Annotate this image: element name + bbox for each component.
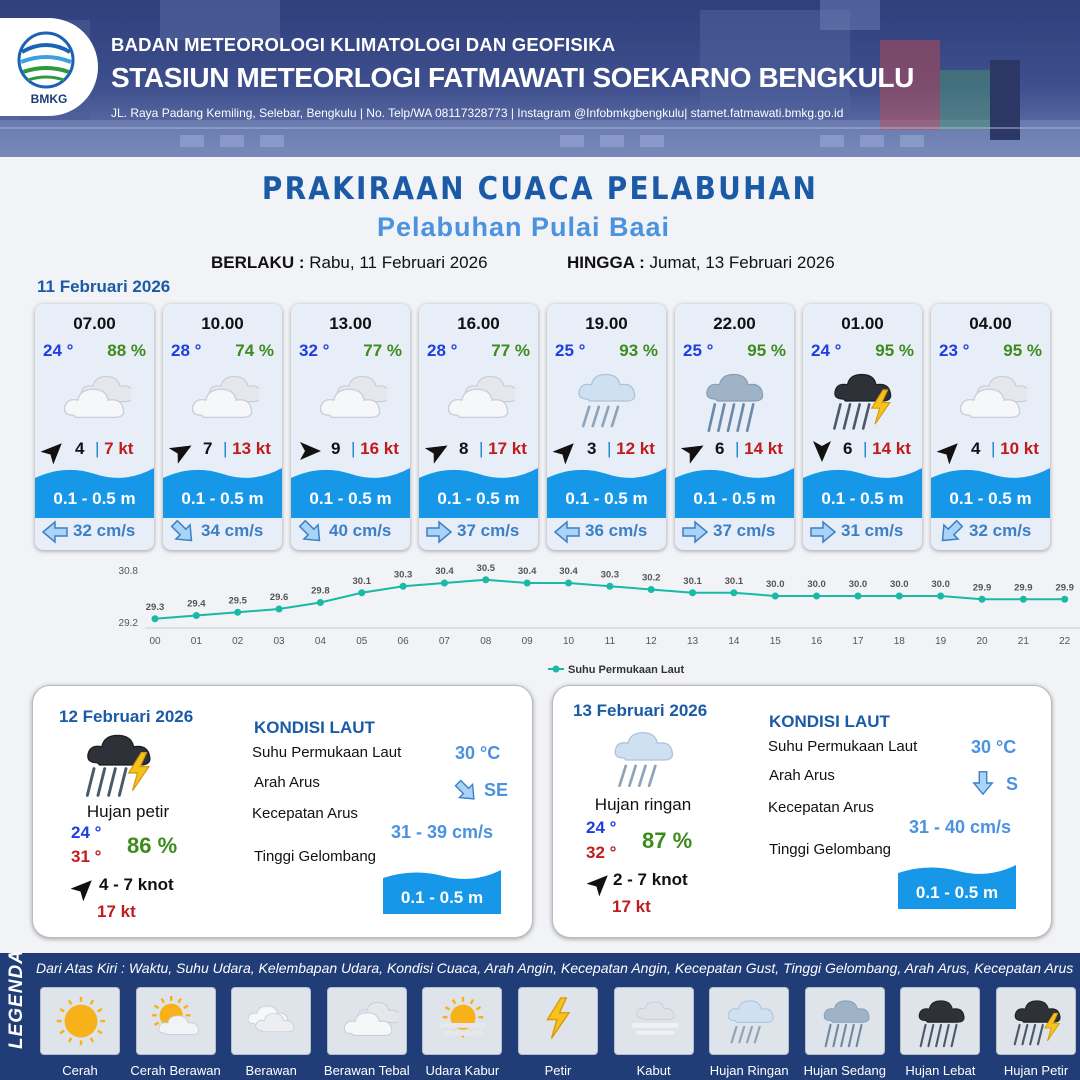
data-label: 30.1 <box>724 575 744 587</box>
legend <box>0 949 1080 1080</box>
card-gust: | 10 kt <box>991 439 1039 458</box>
valid-from <box>211 253 488 273</box>
hujan-petir-icon <box>1007 994 1067 1052</box>
data-label: 29.3 <box>145 601 165 613</box>
berawan-tebal-icon <box>953 366 1027 438</box>
data-label: 29.9 <box>1055 582 1074 594</box>
data-point <box>1020 596 1027 603</box>
y-tick-label: 30.8 <box>118 566 138 577</box>
day2-wave-label: Tinggi Gelombang <box>254 848 377 865</box>
day2-temp-max: 31 ° <box>71 847 102 866</box>
card-weather <box>57 366 131 443</box>
card-time: 04.00 <box>969 314 1012 333</box>
data-point <box>854 593 861 600</box>
day3-current-speed: 31 - 40 cm/s <box>909 817 1012 837</box>
data-point <box>400 583 407 590</box>
legend-item-label: Petir <box>544 1063 572 1078</box>
legend-item-label: Hujan Ringan <box>709 1063 789 1078</box>
card-current-speed: 37 cm/s <box>457 521 520 540</box>
forecast-card <box>35 304 154 550</box>
card-wind-speed: 8 <box>459 439 469 458</box>
forecast-card <box>931 304 1050 550</box>
card-wind-speed: 9 <box>331 439 341 458</box>
day3-wave-box <box>898 861 1016 909</box>
card-wind-speed: 4 <box>75 439 85 458</box>
day2-sea-title: KONDISI LAUT <box>254 718 375 737</box>
card-current-direction <box>297 518 325 550</box>
day3-current-speed-label: Kecepatan Arus <box>768 799 874 816</box>
card-gust-value: 16 kt <box>360 439 399 458</box>
day2-gust: 17 kt <box>97 902 136 921</box>
data-label: 30.0 <box>807 579 826 590</box>
day3-sst: 30 °C <box>971 737 1017 757</box>
legend-item-hujan-petir <box>996 987 1076 1055</box>
current-arrow-icon <box>41 518 69 546</box>
day2-current-dir: SE <box>484 780 509 800</box>
card-current-speed: 31 cm/s <box>841 521 904 540</box>
card-wind-speed: 7 <box>203 439 213 458</box>
data-label: 30.1 <box>352 575 371 587</box>
card-humidity: 77 % <box>491 341 530 360</box>
data-point <box>358 589 365 596</box>
data-label: 30.1 <box>683 575 702 587</box>
bmkg-logo <box>0 18 98 116</box>
data-label: 30.2 <box>641 572 661 584</box>
card-gust-value: 14 kt <box>744 439 783 458</box>
card-temperature: 28 ° <box>171 341 202 360</box>
card-time: 13.00 <box>329 314 372 333</box>
hujan-ringan-icon <box>569 366 643 438</box>
valid-from-value: Rabu, 11 Februari 2026 <box>309 253 488 272</box>
card-weather <box>697 366 771 443</box>
day2-current-speed-label: Kecepatan Arus <box>252 805 358 822</box>
card-current-speed: 37 cm/s <box>713 521 776 540</box>
agency-name: BADAN METEOROLOGI KLIMATOLOGI DAN GEOFISIKA <box>111 34 616 55</box>
data-point <box>482 576 489 583</box>
valid-to <box>567 253 835 273</box>
day2-date: 12 Februari 2026 <box>59 707 194 726</box>
data-point <box>689 589 696 596</box>
card-wave-height: 0.1 - 0.5 m <box>565 489 648 508</box>
day3-weather-icon <box>605 724 681 803</box>
x-tick-label: 12 <box>645 636 657 647</box>
current-arrow-icon <box>297 518 325 546</box>
x-tick-label: 14 <box>728 636 740 647</box>
data-point <box>1061 596 1068 603</box>
data-label: 30.0 <box>931 579 950 590</box>
card-weather <box>185 366 259 443</box>
card-wave-height: 0.1 - 0.5 m <box>949 489 1032 508</box>
card-gust: | 16 kt <box>351 439 399 458</box>
day3-current-dir: S <box>1006 774 1019 794</box>
data-label: 30.0 <box>766 579 785 590</box>
card-current-direction <box>169 518 197 550</box>
day2-temp-min: 24 ° <box>71 823 102 842</box>
card-gust: | 7 kt <box>95 439 134 458</box>
card-wave-height: 0.1 - 0.5 m <box>821 489 904 508</box>
day2-weather-icon <box>77 726 159 811</box>
card-gust-value: 13 kt <box>232 439 271 458</box>
card-current-speed: 40 cm/s <box>329 521 392 540</box>
card-wave-height: 0.1 - 0.5 m <box>181 489 264 508</box>
forecast-card <box>803 304 922 550</box>
legend-marker <box>553 666 560 673</box>
card-time: 07.00 <box>73 314 116 333</box>
day2-wind-direction-icon <box>71 875 97 906</box>
hujan-petir-icon <box>77 726 159 806</box>
data-label: 30.3 <box>393 569 413 581</box>
day2-sst-label: Suhu Permukaan Laut <box>252 744 402 761</box>
day3-wind-direction-icon <box>587 870 613 901</box>
current-arrow-icon <box>970 770 996 796</box>
forecast-card <box>291 304 410 550</box>
legend-item-label: Cerah <box>62 1063 98 1078</box>
current-arrow-icon <box>169 518 197 546</box>
card-humidity: 74 % <box>235 341 274 360</box>
data-point <box>193 612 200 619</box>
card-humidity: 88 % <box>107 341 146 360</box>
hujan-sedang-icon <box>697 366 771 438</box>
data-label: 30.5 <box>476 562 496 574</box>
station-name: STASIUN METEORLOGI FATMAWATI SOEKARNO BENGKULU <box>111 62 914 93</box>
card-wind-speed: 6 <box>715 439 725 458</box>
cerah-icon <box>51 994 111 1052</box>
card-gust-value: 14 kt <box>872 439 911 458</box>
day2-wave-box <box>383 866 501 914</box>
card-wave-height: 0.1 - 0.5 m <box>437 489 520 508</box>
card-wind-speed: 4 <box>971 439 981 458</box>
day2-current-arrow-icon <box>453 778 479 809</box>
card-current-direction <box>553 518 581 550</box>
data-point <box>565 580 572 587</box>
day2-current-speed: 31 - 39 cm/s <box>391 822 494 842</box>
legend-item-kabut <box>614 987 694 1055</box>
legend-item-cerah-berawan <box>136 987 216 1055</box>
x-tick-label: 22 <box>1059 636 1071 647</box>
card-time: 22.00 <box>713 314 756 333</box>
card-wave-height: 0.1 - 0.5 m <box>309 489 392 508</box>
petir-icon <box>529 994 589 1052</box>
card-weather <box>569 366 643 443</box>
legend-item-berawan-tebal <box>327 987 407 1055</box>
current-arrow-icon <box>809 518 837 546</box>
card-current-direction <box>425 518 453 550</box>
data-point <box>234 609 241 616</box>
legend-item-label: Udara Kabur <box>425 1063 500 1078</box>
data-point <box>606 583 613 590</box>
legend-description: Dari Atas Kiri : Waktu, Suhu Udara, Kelembapan Udara, Kondisi Cuaca, Arah Angin, Kecepatan Angin, Kecepatan Gust, Tinggi Gelombang, Arah Arus, Kecepatan Arus <box>36 960 1074 976</box>
legend-item-label: Hujan Petir <box>1003 1063 1069 1078</box>
data-point <box>772 593 779 600</box>
data-point <box>441 580 448 587</box>
current-arrow-icon <box>553 518 581 546</box>
card-time: 01.00 <box>841 314 884 333</box>
legend-item-label: Hujan Sedang <box>803 1063 886 1078</box>
data-point <box>152 615 159 622</box>
current-arrow-icon <box>681 518 709 546</box>
x-tick-label: 10 <box>562 636 575 647</box>
card-gust-value: 10 kt <box>1000 439 1039 458</box>
card-current-speed: 32 cm/s <box>969 521 1032 540</box>
card-current-speed: 34 cm/s <box>201 521 264 540</box>
berawan-tebal-icon <box>185 366 259 438</box>
valid-to-value: Jumat, 13 Februari 2026 <box>649 253 835 272</box>
data-label: 29.9 <box>1014 582 1033 594</box>
card-weather <box>441 366 515 443</box>
x-tick-label: 06 <box>397 636 409 647</box>
card-humidity: 95 % <box>1003 341 1042 360</box>
card-humidity: 95 % <box>875 341 914 360</box>
day3-temp-min: 24 ° <box>586 818 617 837</box>
kabut-icon <box>625 994 685 1052</box>
x-tick-label: 13 <box>686 636 699 647</box>
card-gust: | 14 kt <box>735 439 783 458</box>
card-humidity: 93 % <box>619 341 658 360</box>
current-arrow-icon <box>453 778 479 804</box>
wind-arrow-icon <box>71 875 97 901</box>
data-point <box>524 580 531 587</box>
x-tick-label: 19 <box>935 636 947 647</box>
day2-sst: 30 °C <box>455 743 501 763</box>
card-current-direction <box>681 518 709 550</box>
card-current-direction <box>41 518 69 550</box>
day3-current-arrow-icon <box>970 770 996 801</box>
day2-wave: 0.1 - 0.5 m <box>400 888 484 907</box>
legend-item-petir <box>518 987 598 1055</box>
day3-wind-speed: 2 - 7 knot <box>613 870 688 889</box>
card-temperature: 25 ° <box>683 341 714 360</box>
data-point <box>937 593 944 600</box>
legend-item-label: Hujan Lebat <box>905 1063 976 1078</box>
x-tick-label: 11 <box>604 636 616 647</box>
valid-from-label: BERLAKU : <box>211 253 305 272</box>
card-time: 19.00 <box>585 314 628 333</box>
forecast-card <box>675 304 794 550</box>
card-temperature: 24 ° <box>811 341 842 360</box>
data-label: 29.6 <box>269 592 289 603</box>
station-contact: JL. Raya Padang Kemiling, Selebar, Bengkulu | No. Telp/WA 08117328773 | Instagram @Infobmkgbengkulu| stamet.fatmawati.bmkg.go.id <box>111 106 844 120</box>
card-time: 10.00 <box>201 314 244 333</box>
x-tick-label: 16 <box>811 636 823 647</box>
day2-current-dir-label: Arah Arus <box>254 774 320 791</box>
udara-kabur-icon <box>433 994 493 1052</box>
data-label: 30.0 <box>848 579 868 590</box>
day1-date: 11 Februari 2026 <box>37 277 171 296</box>
day3-humidity: 87 % <box>642 828 693 853</box>
data-label: 30.4 <box>435 566 454 577</box>
data-label: 30.4 <box>517 566 537 577</box>
data-point <box>813 593 820 600</box>
legend-label: Suhu Permukaan Laut <box>568 664 685 676</box>
data-label: 30.0 <box>890 579 909 590</box>
card-time: 16.00 <box>457 314 500 333</box>
y-tick-label: 29.2 <box>118 618 138 629</box>
day3-sea-title: KONDISI LAUT <box>769 712 890 731</box>
legend-item-label: Cerah Berawan <box>130 1063 221 1078</box>
x-tick-label: 07 <box>438 636 451 647</box>
day3-condition: Hujan ringan <box>594 795 692 814</box>
legend-item-berawan <box>231 987 311 1055</box>
legend-item-hujan-sedang <box>805 987 885 1055</box>
data-point <box>276 606 283 613</box>
valid-to-label: HINGGA : <box>567 253 645 272</box>
data-label: 29.5 <box>228 595 247 607</box>
legend-item-label: Kabut <box>636 1063 671 1078</box>
berawan-tebal-icon <box>441 366 515 438</box>
logo-text: BMKG <box>30 92 68 106</box>
sea-surface-temperature-chart <box>0 558 1080 683</box>
x-tick-label: 20 <box>976 636 988 647</box>
card-gust: | 14 kt <box>863 439 911 458</box>
data-label: 29.8 <box>311 585 330 597</box>
x-tick-label: 02 <box>232 636 244 647</box>
x-tick-label: 04 <box>314 636 326 647</box>
day3-wave: 0.1 - 0.5 m <box>915 883 999 902</box>
day2-humidity: 86 % <box>127 833 178 858</box>
day3-panel <box>552 685 1052 938</box>
current-arrow-icon <box>425 518 453 546</box>
card-gust: | 12 kt <box>607 439 655 458</box>
legend-item-hujan-ringan <box>709 987 789 1055</box>
card-gust: | 17 kt <box>479 439 527 458</box>
legend-item-label: Berawan Tebal <box>323 1063 410 1078</box>
day2-panel <box>32 685 533 938</box>
x-tick-label: 03 <box>273 636 285 647</box>
legend-item-label: Berawan <box>245 1063 297 1078</box>
day3-date: 13 Februari 2026 <box>573 701 708 720</box>
card-current-direction <box>937 518 965 550</box>
x-tick-label: 05 <box>356 636 368 647</box>
card-current-speed: 36 cm/s <box>585 521 648 540</box>
data-point <box>317 599 324 606</box>
card-wave-height: 0.1 - 0.5 m <box>693 489 776 508</box>
card-weather <box>825 366 899 443</box>
data-label: 29.4 <box>187 598 206 610</box>
legend-item-cerah <box>40 987 120 1055</box>
card-humidity: 95 % <box>747 341 786 360</box>
legend-item-udara-kabur <box>422 987 502 1055</box>
page-title: PRAKIRAAN CUACA PELABUHAN <box>261 171 819 207</box>
header-banner <box>0 0 1080 157</box>
data-label: 30.3 <box>600 569 620 581</box>
hujan-ringan-icon <box>605 724 681 798</box>
legend-title: LEGENDA <box>6 949 27 1049</box>
card-gust-value: 7 kt <box>104 439 134 458</box>
berawan-icon <box>242 994 302 1052</box>
card-weather <box>313 366 387 443</box>
day2-condition: Hujan petir <box>86 802 170 821</box>
card-humidity: 77 % <box>363 341 402 360</box>
hujan-sedang-icon <box>816 994 876 1052</box>
hujan-ringan-icon <box>720 994 780 1052</box>
data-point <box>730 589 737 596</box>
x-tick-label: 01 <box>190 636 202 647</box>
x-tick-label: 18 <box>893 636 905 647</box>
x-tick-label: 15 <box>769 636 781 647</box>
card-gust-value: 12 kt <box>616 439 655 458</box>
data-point <box>896 593 903 600</box>
day3-temp-max: 32 ° <box>586 843 617 862</box>
page-subtitle: Pelabuhan Pulai Baai <box>376 212 671 242</box>
forecast-card <box>163 304 282 550</box>
day2-wind-speed: 4 - 7 knot <box>99 875 174 894</box>
x-tick-label: 21 <box>1017 636 1029 647</box>
card-current-direction <box>809 518 837 550</box>
card-temperature: 23 ° <box>939 341 970 360</box>
cerah-berawan-icon <box>147 994 207 1052</box>
x-tick-label: 08 <box>480 636 492 647</box>
data-label: 29.9 <box>972 582 992 594</box>
forecast-card <box>547 304 666 550</box>
card-weather <box>953 366 1027 443</box>
day3-current-dir-label: Arah Arus <box>769 767 835 784</box>
day3-wave-label: Tinggi Gelombang <box>769 841 892 858</box>
wind-arrow-icon <box>587 870 613 896</box>
hujan-petir-icon <box>825 366 899 438</box>
current-arrow-icon <box>937 518 965 546</box>
x-tick-label: 00 <box>149 636 161 647</box>
forecast-card <box>419 304 538 550</box>
data-point <box>648 586 655 593</box>
x-tick-label: 17 <box>852 636 864 647</box>
card-temperature: 32 ° <box>299 341 330 360</box>
day3-gust: 17 kt <box>612 897 651 916</box>
card-wind-speed: 3 <box>587 439 597 458</box>
card-temperature: 28 ° <box>427 341 458 360</box>
card-gust-value: 17 kt <box>488 439 527 458</box>
card-temperature: 24 ° <box>43 341 74 360</box>
card-gust: | 13 kt <box>223 439 271 458</box>
berawan-tebal-icon <box>338 994 398 1052</box>
x-tick-label: 09 <box>521 636 533 647</box>
card-wave-height: 0.1 - 0.5 m <box>53 489 136 508</box>
berawan-tebal-icon <box>313 366 387 438</box>
card-current-speed: 32 cm/s <box>73 521 136 540</box>
card-temperature: 25 ° <box>555 341 586 360</box>
legend-item-hujan-lebat <box>900 987 980 1055</box>
data-point <box>979 596 986 603</box>
hujan-lebat-icon <box>911 994 971 1052</box>
berawan-tebal-icon <box>57 366 131 438</box>
data-label: 30.4 <box>559 566 578 577</box>
day3-sst-label: Suhu Permukaan Laut <box>768 738 918 755</box>
card-wind-speed: 6 <box>843 439 853 458</box>
